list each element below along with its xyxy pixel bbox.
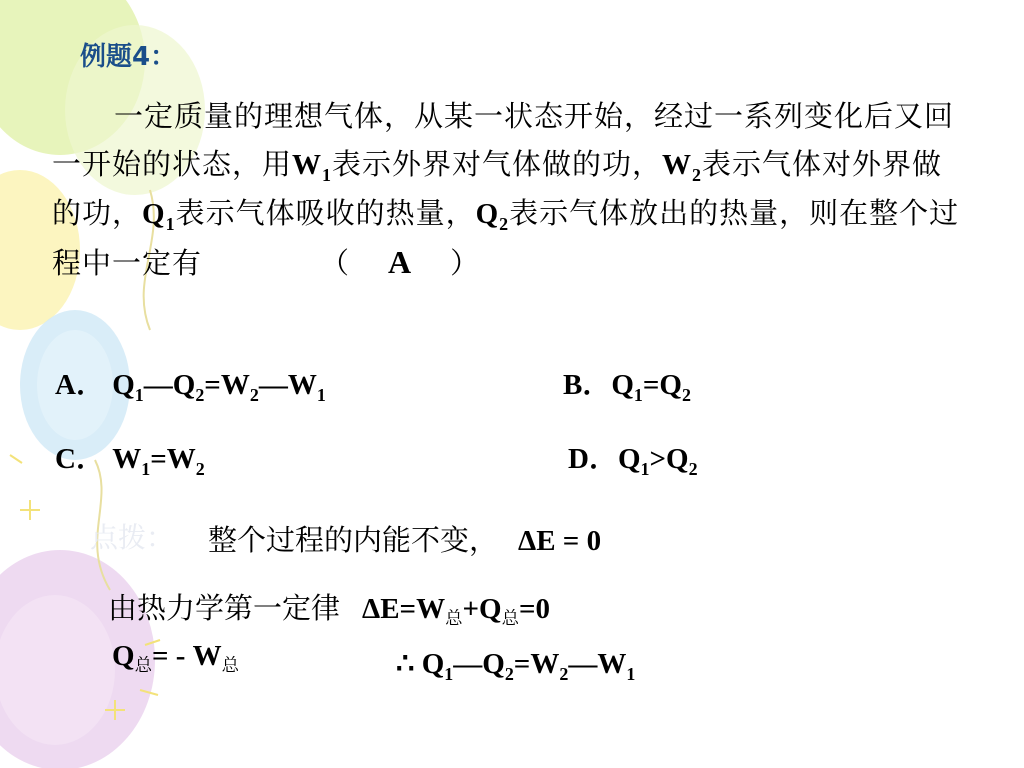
first-law-formula: $\Delta E=W_总+Q_总=0$ xyxy=(362,593,551,630)
hint-line-2-text: 由热力学第一定律 xyxy=(108,591,341,625)
problem-text-2: 表示外界对气体做的功， xyxy=(332,147,663,181)
option-d: D．$Q_1>Q_2$ xyxy=(568,443,698,479)
hint-delta-e-zero: ΔE = 0 xyxy=(518,525,602,557)
problem-text-5: 表示气体放出的热量，则在整个过程中一定有 xyxy=(52,196,960,280)
w1-symbol: $W_1$ xyxy=(292,149,332,185)
problem-text-1: 一定质量的理想气体，从某一状态开始，经过一系列变化后又回一开始的状态，用 xyxy=(52,99,955,181)
option-a: A． $Q_1—Q_2=W_2—W_1$ xyxy=(55,369,326,405)
problem-statement xyxy=(52,92,962,287)
w2-symbol: $W_2$ xyxy=(662,149,702,185)
problem-text-3: 表示气体对外界做的功， xyxy=(52,147,943,230)
answer-close-paren: ） xyxy=(450,246,481,280)
hint-label: 点拨： xyxy=(90,521,175,554)
answer-value: A xyxy=(388,244,413,280)
option-b: B．$Q_1=Q_2$ xyxy=(563,369,691,405)
hint-line-3-left: $Q_总= - W_总$ xyxy=(112,640,240,677)
therefore-symbol: ∴ xyxy=(396,648,415,680)
hint-line-1 xyxy=(208,518,601,559)
hint-line-2 xyxy=(108,586,551,630)
problem-text-4: 表示气体吸收的热量， xyxy=(175,196,476,230)
example-title: 例题4： xyxy=(80,42,177,72)
q2-symbol: $Q_2$ xyxy=(475,198,510,234)
option-c: C． $W_1=W_2$ xyxy=(55,443,205,479)
q1-symbol: $Q_1$ xyxy=(142,198,176,234)
hint-line-1-text: 整个过程的内能不变， xyxy=(208,523,499,557)
hint-line-3-right: ∴ $Q_1—Q_2=W_2—W_1$ xyxy=(396,648,636,684)
answer-open-paren: （ xyxy=(320,246,351,280)
